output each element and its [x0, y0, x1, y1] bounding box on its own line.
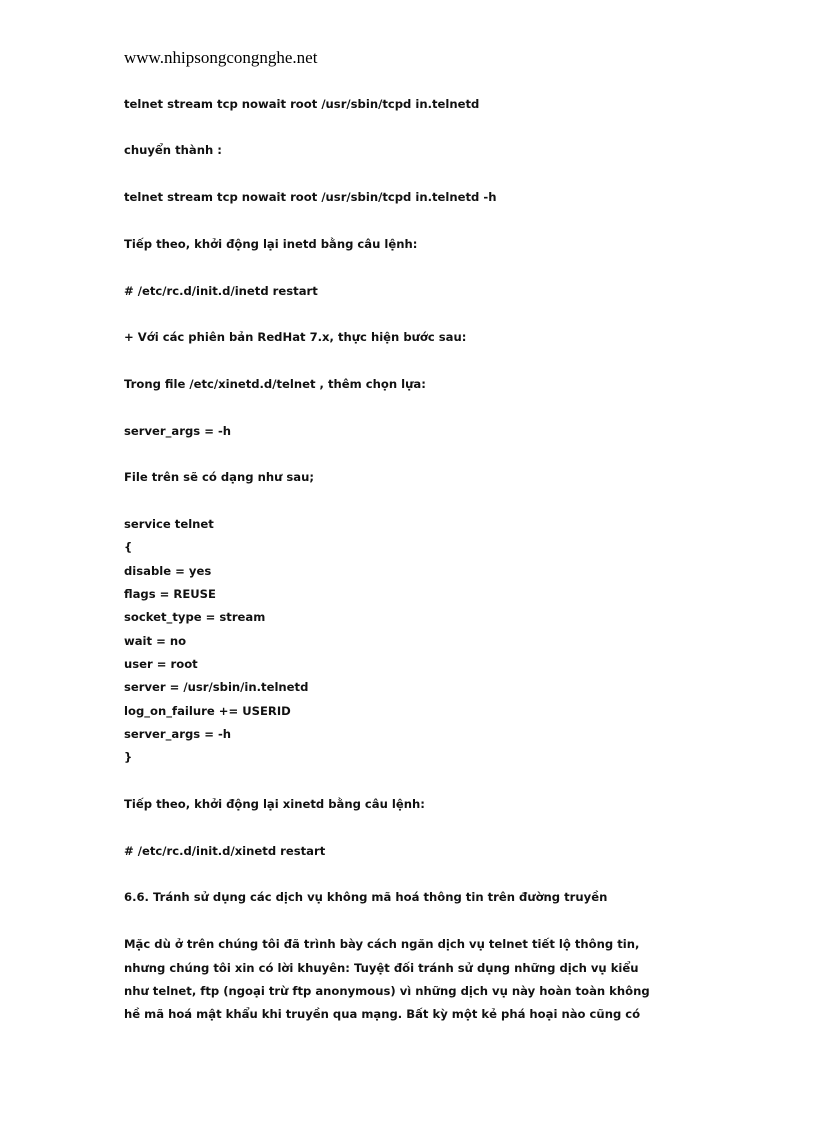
- code-line: wait = no: [124, 634, 187, 648]
- server-args-line: server_args = -h: [124, 424, 232, 438]
- paragraph-line: Mặc dù ở trên chúng tôi đã trình bày cách ngăn dịch vụ telnet tiết lộ thông tin,: [124, 937, 640, 951]
- paragraph-line: như telnet, ftp (ngoại trừ ftp anonymous) vì những dịch vụ này hoàn toàn không: [124, 984, 650, 998]
- instruction-restart-xinetd: Tiếp theo, khởi động lại xinetd bằng câu lệnh:: [124, 797, 425, 811]
- code-line: log_on_failure += USERID: [124, 704, 291, 718]
- code-line: disable = yes: [124, 564, 212, 578]
- paragraph-line: hề mã hoá mật khẩu khi truyền qua mạng. Bất kỳ một kẻ phá hoại nào cũng có: [124, 1007, 641, 1021]
- code-line: service telnet: [124, 517, 214, 531]
- code-line: server = /usr/sbin/in.telnetd: [124, 680, 309, 694]
- instruction-restart-inetd: Tiếp theo, khởi động lại inetd bằng câu lệnh:: [124, 237, 418, 251]
- paragraph-line: nhưng chúng tôi xin có lời khuyên: Tuyệt đối tránh sử dụng những dịch vụ kiểu: [124, 961, 639, 975]
- code-line: server_args = -h: [124, 727, 232, 741]
- code-line: socket_type = stream: [124, 610, 266, 624]
- section-heading: 6.6. Tránh sử dụng các dịch vụ không mã hoá thông tin trên đường truyền: [124, 890, 608, 904]
- command-inetd-restart: # /etc/rc.d/init.d/inetd restart: [124, 284, 318, 298]
- instruction-xinetd-file: Trong file /etc/xinetd.d/telnet , thêm chọn lựa:: [124, 377, 426, 391]
- code-line: {: [124, 540, 133, 554]
- code-line: user = root: [124, 657, 198, 671]
- code-line: }: [124, 750, 133, 764]
- command-xinetd-restart: # /etc/rc.d/init.d/xinetd restart: [124, 844, 326, 858]
- file-format-note: File trên sẽ có dạng như sau;: [124, 470, 314, 484]
- config-line-original: telnet stream tcp nowait root /usr/sbin/tcpd in.telnetd: [124, 97, 480, 111]
- site-url-header: www.nhipsongcongnghe.net: [124, 48, 318, 67]
- code-line: flags = REUSE: [124, 587, 216, 601]
- config-line-modified: telnet stream tcp nowait root /usr/sbin/tcpd in.telnetd -h: [124, 190, 497, 204]
- redhat-note: + Với các phiên bản RedHat 7.x, thực hiện bước sau:: [124, 330, 467, 344]
- transition-text: chuyển thành :: [124, 143, 222, 157]
